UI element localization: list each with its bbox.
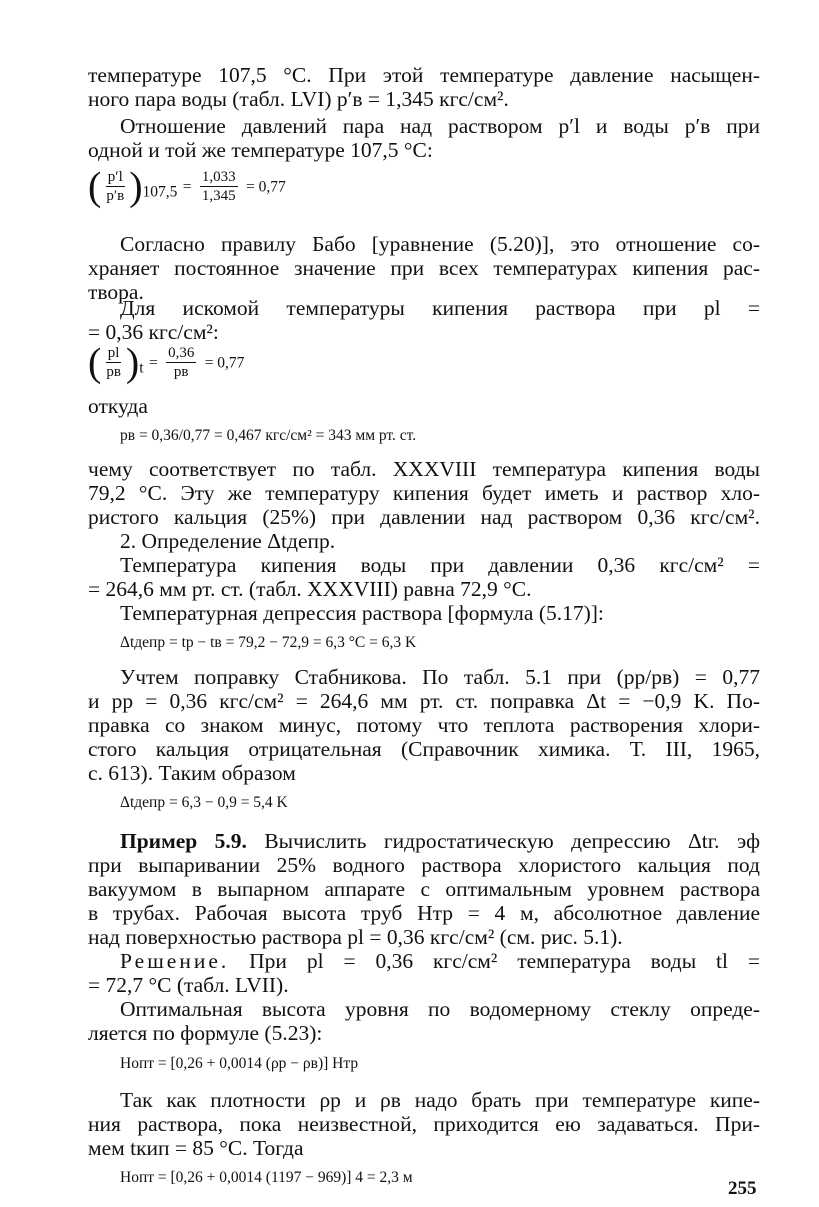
text-line: вакуумом в выпарном аппарате с оптимальным уровнем раствора [88,877,760,901]
formula-denominator: p′в [106,188,125,204]
formula-line: Hопт = [0,26 + 0,0014 (ρр − ρв)] Hтр [120,1055,359,1072]
text-line [120,949,760,973]
text-line: одной и той же температуре 107,5 °С: [88,138,433,162]
text-line: над поверхностью раствора pl = 0,36 кгс/см² (см. рис. 5.1). [88,925,623,949]
formula-subscript: 107,5 [142,183,178,201]
formula-line: Hопт = [0,26 + 0,0014 (1197 − 969)] 4 = 2,3 м [120,1169,413,1186]
text-line: мем tкип = 85 °С. Тогда [88,1136,304,1160]
formula-pressure-ratio: ( $\frac{p'l}{p'в}$ )$_{107,5}$ = $\frac{1,033}{1,345}$ = 0,77 [88,163,286,209]
text-line: = 72,7 °С (табл. LVII). [88,973,289,997]
text-line: ляется по формуле (5.23): [88,1021,323,1045]
text-line: ристого кальция (25%) при давлении над раствором 0,36 кгс/см². [88,505,760,529]
text-line: Температура кипения воды при давлении 0,36 кгс/см² = [120,553,760,577]
page-number: 255 [728,1178,757,1199]
formula-denominator-value: pв [173,364,189,380]
text-line: Согласно правилу Бабо [уравнение (5.20)], это отношение со- [120,232,760,256]
text-line: чему соответствует по табл. XXXVIII температура кипения воды [88,457,760,481]
text-line: = 0,36 кгс/см²: [88,320,219,344]
formula-subscript: t [139,359,144,377]
text-line: температуре 107,5 °С. При этой температуре давление насыщен- [88,63,760,87]
formula-numerator-value: 1,033 [201,169,236,185]
text-line [120,829,760,853]
formula-result: = 0,77 [204,354,245,372]
text-line: ного пара воды (табл. LVI) p′в = 1,345 кгс/см². [88,87,509,111]
text-span: Вычислить гидростатическую депрессию Δtг. эф [264,829,760,853]
formula-solution-ratio: ( $\frac{pl}{pв}$ )$_t$ = $\frac{0,36}{pв}$ = 0,77 [88,339,245,385]
text-line: правка со знаком минус, потому что теплота растворения хлори- [88,713,760,737]
example-heading: Пример 5.9. [120,829,247,853]
formula-numerator-value: 0,36 [168,345,195,361]
formula-numerator: pl [107,345,120,361]
formula-denominator-value: 1,345 [201,188,236,204]
text-line: с. 613). Таким образом [88,761,296,785]
text-line: Оптимальная высота уровня по водомерному стеклу опреде- [120,997,760,1021]
text-line: 2. Определение Δtдепр. [120,529,336,553]
formula-line: pв = 0,36/0,77 = 0,467 кгс/см² = 343 мм рт. ст. [120,427,417,444]
formula-line: Δtдепр = 6,3 − 0,9 = 5,4 K [120,794,288,811]
text-span: При pl = 0,36 кгс/см² температура воды tl = [249,949,761,973]
solution-heading: Решение. [120,949,230,973]
text-line: при выпаривании 25% водного раствора хлористого кальция под [88,853,760,877]
text-line: и pр = 0,36 кгс/см² = 264,6 мм рт. ст. поправка Δt = −0,9 K. По- [88,689,760,713]
text-line: Отношение давлений пара над раствором p′l и воды p′в при [120,114,760,138]
text-line: твора. [88,280,144,304]
text-line: в трубах. Рабочая высота труб Hтр = 4 м, абсолютное давление [88,901,760,925]
text-line: 79,2 °С. Эту же температуру кипения будет иметь и раствор хло- [88,481,760,505]
formula-result: = 0,77 [246,178,286,196]
formula-line: Δtдепр = tр − tв = 79,2 − 72,9 = 6,3 °С = 6,3 K [120,634,417,651]
text-line: Температурная депрессия раствора [формула (5.17)]: [120,601,604,625]
text-line: Так как плотности ρр и ρв надо брать при температуре кипе- [120,1088,760,1112]
formula-numerator: p′l [107,169,123,185]
text-line: = 264,6 мм рт. ст. (табл. XXXVIII) равна 72,9 °С. [88,577,532,601]
text-line: стого кальция отрицательная (Справочник химика. Т. III, 1965, [88,737,760,761]
text-line: откуда [88,394,148,418]
formula-denominator: pв [106,364,121,380]
text-line: Учтем поправку Стабникова. По табл. 5.1 при (pр/pв) = 0,77 [120,665,760,689]
text-line: Для искомой температуры кипения раствора при pl = [120,296,760,320]
text-line: храняет постоянное значение при всех температурах кипения рас- [88,256,760,280]
text-line: ния раствора, пока неизвестной, приходится ею задаваться. При- [88,1112,760,1136]
